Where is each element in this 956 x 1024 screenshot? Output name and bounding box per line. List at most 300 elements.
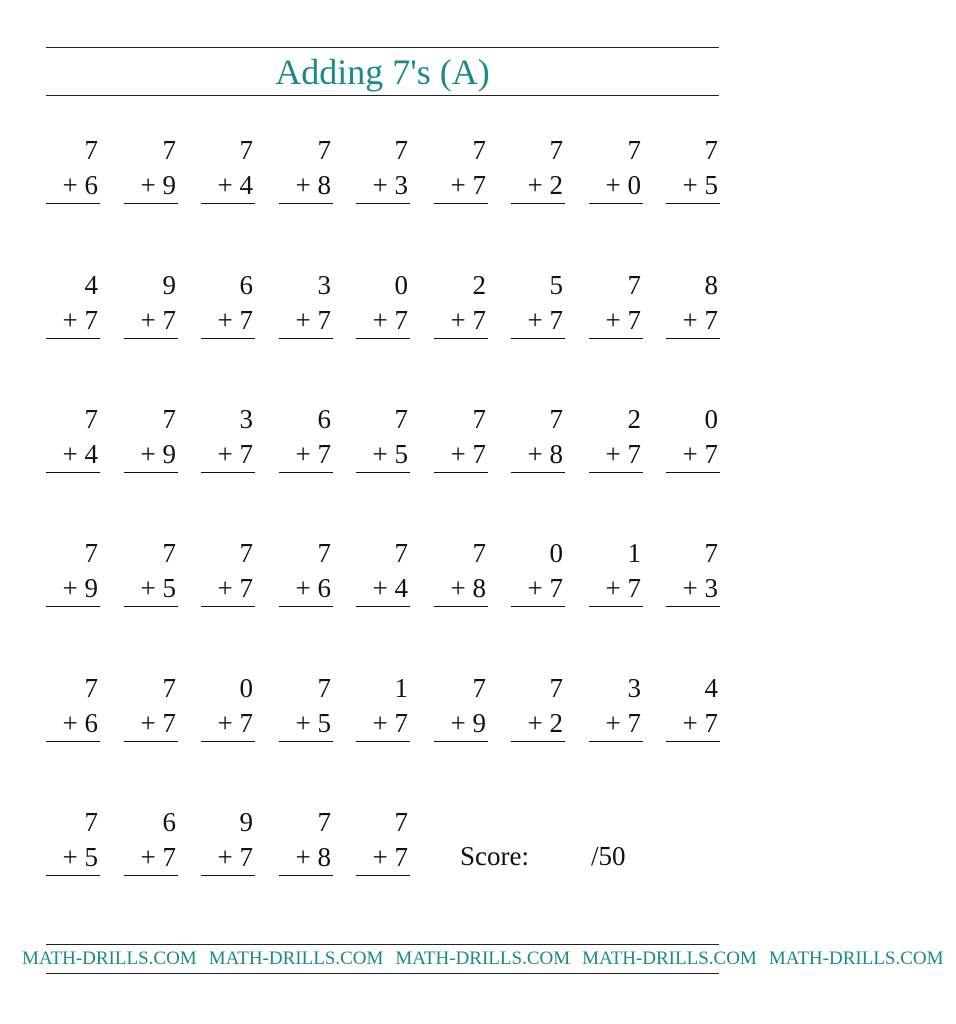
addend-top: 4 <box>704 673 718 703</box>
answer-line <box>589 472 643 473</box>
addend-top: 7 <box>704 538 718 568</box>
plus-sign: + <box>527 305 543 335</box>
addend-top: 7 <box>549 135 563 165</box>
addend-top: 7 <box>549 404 563 434</box>
addend-bottom-value: 7 <box>239 708 253 738</box>
addend-top: 7 <box>627 270 641 300</box>
addend-bottom-value: 7 <box>704 305 718 335</box>
addend-bottom <box>296 439 331 469</box>
problem-13 <box>279 270 333 354</box>
addend-bottom-value: 6 <box>317 573 331 603</box>
answer-line <box>356 606 410 607</box>
plus-sign: + <box>450 573 466 603</box>
plus-sign: + <box>140 170 156 200</box>
answer-line <box>124 472 178 473</box>
addend-top: 2 <box>472 270 486 300</box>
addend-top: 7 <box>162 404 176 434</box>
addend-top: 0 <box>704 404 718 434</box>
plus-sign: + <box>217 573 233 603</box>
problem-28 <box>46 538 100 622</box>
plus-sign: + <box>140 842 156 872</box>
footer-top-rule <box>46 944 719 945</box>
problem-40 <box>279 673 333 757</box>
answer-line <box>511 203 565 204</box>
answer-line <box>46 741 100 742</box>
problem-50 <box>356 807 410 891</box>
problem-25 <box>511 404 565 488</box>
problem-30 <box>201 538 255 622</box>
addend-top: 7 <box>84 135 98 165</box>
answer-line <box>589 741 643 742</box>
addend-bottom <box>528 573 563 603</box>
answer-line <box>279 203 333 204</box>
addend-top: 9 <box>239 807 253 837</box>
plus-sign: + <box>527 708 543 738</box>
addend-bottom <box>63 573 98 603</box>
addend-top: 7 <box>162 673 176 703</box>
answer-line <box>46 606 100 607</box>
plus-sign: + <box>372 170 388 200</box>
addend-bottom-value: 7 <box>162 842 176 872</box>
addend-bottom <box>683 439 718 469</box>
answer-line <box>46 875 100 876</box>
addend-bottom-value: 7 <box>472 305 486 335</box>
answer-line <box>666 606 720 607</box>
problem-39 <box>201 673 255 757</box>
answer-line <box>589 203 643 204</box>
addend-bottom-value: 6 <box>84 170 98 200</box>
addend-top: 7 <box>472 673 486 703</box>
answer-line <box>356 338 410 339</box>
addend-top: 3 <box>239 404 253 434</box>
problem-1 <box>46 135 100 219</box>
addend-bottom-value: 9 <box>162 170 176 200</box>
addend-bottom <box>218 170 253 200</box>
addend-bottom <box>606 439 641 469</box>
plus-sign: + <box>140 439 156 469</box>
addend-bottom <box>218 842 253 872</box>
problem-31 <box>279 538 333 622</box>
problem-22 <box>279 404 333 488</box>
addend-bottom-value: 7 <box>704 708 718 738</box>
addend-bottom-value: 7 <box>239 842 253 872</box>
addend-bottom <box>296 305 331 335</box>
plus-sign: + <box>217 439 233 469</box>
addend-bottom <box>528 305 563 335</box>
title-underline-rule <box>46 95 719 96</box>
addend-bottom-value: 5 <box>394 439 408 469</box>
addend-bottom-value: 9 <box>162 439 176 469</box>
addend-bottom-value: 7 <box>394 708 408 738</box>
addend-bottom <box>373 842 408 872</box>
addend-bottom-value: 8 <box>317 170 331 200</box>
plus-sign: + <box>140 573 156 603</box>
problem-6 <box>434 135 488 219</box>
addend-bottom <box>296 573 331 603</box>
answer-line <box>356 741 410 742</box>
plus-sign: + <box>372 305 388 335</box>
answer-line <box>511 338 565 339</box>
problem-17 <box>589 270 643 354</box>
addend-bottom-value: 7 <box>162 708 176 738</box>
addend-top: 7 <box>472 135 486 165</box>
addend-top: 1 <box>394 673 408 703</box>
plus-sign: + <box>605 439 621 469</box>
problem-24 <box>434 404 488 488</box>
plus-sign: + <box>295 439 311 469</box>
addend-top: 5 <box>549 270 563 300</box>
problem-45 <box>666 673 720 757</box>
answer-line <box>434 741 488 742</box>
addend-bottom-value: 0 <box>627 170 641 200</box>
addend-bottom <box>141 708 176 738</box>
plus-sign: + <box>372 842 388 872</box>
plus-sign: + <box>62 305 78 335</box>
addend-top: 7 <box>162 135 176 165</box>
footer-watermark <box>22 946 944 972</box>
answer-line <box>434 606 488 607</box>
problem-4 <box>279 135 333 219</box>
addend-bottom <box>63 842 98 872</box>
addend-bottom-value: 4 <box>84 439 98 469</box>
addend-bottom-value: 2 <box>549 170 563 200</box>
problem-43 <box>511 673 565 757</box>
addend-bottom-value: 4 <box>394 573 408 603</box>
addend-bottom <box>218 439 253 469</box>
plus-sign: + <box>682 170 698 200</box>
addend-bottom <box>373 439 408 469</box>
plus-sign: + <box>450 170 466 200</box>
plus-sign: + <box>372 708 388 738</box>
addend-bottom <box>683 170 718 200</box>
addend-top: 1 <box>627 538 641 568</box>
problem-7 <box>511 135 565 219</box>
addend-top: 7 <box>84 538 98 568</box>
problem-27 <box>666 404 720 488</box>
plus-sign: + <box>605 170 621 200</box>
answer-line <box>279 875 333 876</box>
answer-line <box>356 472 410 473</box>
plus-sign: + <box>450 439 466 469</box>
plus-sign: + <box>682 708 698 738</box>
problem-29 <box>124 538 178 622</box>
answer-line <box>46 338 100 339</box>
addend-bottom-value: 7 <box>704 439 718 469</box>
answer-line <box>666 203 720 204</box>
addend-bottom <box>218 708 253 738</box>
plus-sign: + <box>605 305 621 335</box>
problem-48 <box>201 807 255 891</box>
problem-19 <box>46 404 100 488</box>
addend-bottom <box>63 170 98 200</box>
addend-top: 8 <box>704 270 718 300</box>
problem-42 <box>434 673 488 757</box>
addend-bottom <box>451 573 486 603</box>
problem-3 <box>201 135 255 219</box>
addend-bottom <box>606 305 641 335</box>
answer-line <box>589 338 643 339</box>
addend-top: 7 <box>239 135 253 165</box>
plus-sign: + <box>682 305 698 335</box>
problem-44 <box>589 673 643 757</box>
addend-top: 7 <box>317 673 331 703</box>
addend-bottom <box>451 305 486 335</box>
addend-bottom-value: 7 <box>239 573 253 603</box>
addend-top: 7 <box>394 538 408 568</box>
addend-bottom-value: 8 <box>472 573 486 603</box>
plus-sign: + <box>682 439 698 469</box>
answer-line <box>356 875 410 876</box>
addend-bottom-value: 5 <box>317 708 331 738</box>
plus-sign: + <box>372 573 388 603</box>
problem-32 <box>356 538 410 622</box>
problem-38 <box>124 673 178 757</box>
addend-bottom <box>373 708 408 738</box>
addend-top: 9 <box>162 270 176 300</box>
plus-sign: + <box>295 170 311 200</box>
footer-watermark-item: MATH-DRILLS.COM <box>395 948 571 969</box>
addend-top: 3 <box>317 270 331 300</box>
addend-top: 7 <box>627 135 641 165</box>
problem-26 <box>589 404 643 488</box>
answer-line <box>46 472 100 473</box>
addend-bottom-value: 7 <box>239 305 253 335</box>
addend-bottom <box>528 708 563 738</box>
answer-line <box>124 203 178 204</box>
answer-line <box>279 472 333 473</box>
addend-top: 7 <box>394 135 408 165</box>
addend-bottom-value: 4 <box>239 170 253 200</box>
addend-top: 7 <box>472 404 486 434</box>
addend-bottom-value: 7 <box>394 842 408 872</box>
answer-line <box>124 741 178 742</box>
addend-bottom <box>218 573 253 603</box>
answer-line <box>201 338 255 339</box>
answer-line <box>46 203 100 204</box>
addend-bottom-value: 7 <box>239 439 253 469</box>
addend-bottom <box>528 170 563 200</box>
addend-top: 7 <box>84 807 98 837</box>
addend-bottom <box>141 305 176 335</box>
addend-bottom <box>296 708 331 738</box>
answer-line <box>356 203 410 204</box>
answer-line <box>201 606 255 607</box>
addend-bottom-value: 9 <box>84 573 98 603</box>
addend-bottom-value: 7 <box>317 305 331 335</box>
addend-bottom <box>63 305 98 335</box>
plus-sign: + <box>295 573 311 603</box>
addend-bottom-value: 9 <box>472 708 486 738</box>
page-title: Adding 7's (A) <box>275 52 490 92</box>
addend-top: 7 <box>239 538 253 568</box>
answer-line <box>201 203 255 204</box>
problem-35 <box>589 538 643 622</box>
addend-top: 7 <box>394 404 408 434</box>
plus-sign: + <box>217 170 233 200</box>
answer-line <box>279 741 333 742</box>
addend-bottom <box>683 573 718 603</box>
answer-line <box>279 338 333 339</box>
plus-sign: + <box>217 708 233 738</box>
addend-top: 7 <box>394 807 408 837</box>
plus-sign: + <box>217 842 233 872</box>
answer-line <box>279 606 333 607</box>
addend-bottom-value: 3 <box>704 573 718 603</box>
addend-bottom-value: 5 <box>162 573 176 603</box>
addend-bottom <box>63 708 98 738</box>
addend-bottom-value: 7 <box>549 305 563 335</box>
answer-line <box>511 606 565 607</box>
plus-sign: + <box>295 305 311 335</box>
addend-bottom-value: 7 <box>162 305 176 335</box>
problem-9 <box>666 135 720 219</box>
addend-bottom <box>683 708 718 738</box>
plus-sign: + <box>62 842 78 872</box>
addend-top: 7 <box>84 404 98 434</box>
problem-20 <box>124 404 178 488</box>
addend-bottom-value: 7 <box>317 439 331 469</box>
problem-10 <box>46 270 100 354</box>
addend-bottom-value: 5 <box>704 170 718 200</box>
answer-line <box>666 338 720 339</box>
addend-bottom <box>373 573 408 603</box>
plus-sign: + <box>140 305 156 335</box>
plus-sign: + <box>62 573 78 603</box>
addend-top: 7 <box>472 538 486 568</box>
addend-bottom-value: 7 <box>394 305 408 335</box>
problem-11 <box>124 270 178 354</box>
addend-bottom-value: 7 <box>472 439 486 469</box>
addend-bottom-value: 7 <box>627 439 641 469</box>
addend-bottom-value: 7 <box>549 573 563 603</box>
addend-bottom <box>63 439 98 469</box>
addend-bottom-value: 6 <box>84 708 98 738</box>
footer-watermark-item: MATH-DRILLS.COM <box>582 948 757 969</box>
addend-bottom-value: 7 <box>84 305 98 335</box>
addend-bottom-value: 2 <box>549 708 563 738</box>
addend-bottom <box>141 842 176 872</box>
addend-bottom <box>296 170 331 200</box>
problem-36 <box>666 538 720 622</box>
addend-bottom <box>606 573 641 603</box>
answer-line <box>434 203 488 204</box>
problem-34 <box>511 538 565 622</box>
plus-sign: + <box>682 573 698 603</box>
problem-5 <box>356 135 410 219</box>
answer-line <box>434 472 488 473</box>
footer-watermark-item: MATH-DRILLS.COM <box>768 948 944 969</box>
answer-line <box>124 338 178 339</box>
addend-top: 6 <box>317 404 331 434</box>
problem-46 <box>46 807 100 891</box>
addend-bottom-value: 7 <box>627 305 641 335</box>
addend-bottom-value: 5 <box>84 842 98 872</box>
plus-sign: + <box>62 439 78 469</box>
problem-12 <box>201 270 255 354</box>
answer-line <box>511 741 565 742</box>
answer-line <box>666 741 720 742</box>
score-total: /50 <box>591 841 626 871</box>
plus-sign: + <box>450 708 466 738</box>
problem-16 <box>511 270 565 354</box>
addend-bottom-value: 7 <box>472 170 486 200</box>
problem-49 <box>279 807 333 891</box>
plus-sign: + <box>217 305 233 335</box>
footer-watermark-item: MATH-DRILLS.COM <box>22 948 197 969</box>
plus-sign: + <box>450 305 466 335</box>
answer-line <box>201 472 255 473</box>
plus-sign: + <box>527 439 543 469</box>
addend-top: 0 <box>239 673 253 703</box>
addend-bottom <box>141 439 176 469</box>
plus-sign: + <box>295 708 311 738</box>
addend-bottom <box>683 305 718 335</box>
problem-15 <box>434 270 488 354</box>
addend-bottom <box>451 439 486 469</box>
answer-line <box>124 875 178 876</box>
footer-watermark-item: MATH-DRILLS.COM <box>208 948 384 969</box>
problem-47 <box>124 807 178 891</box>
answer-line <box>434 338 488 339</box>
problem-21 <box>201 404 255 488</box>
top-rule <box>46 47 719 48</box>
plus-sign: + <box>605 708 621 738</box>
addend-top: 2 <box>627 404 641 434</box>
answer-line <box>201 875 255 876</box>
addend-top: 3 <box>627 673 641 703</box>
footer-watermark-text <box>22 946 956 972</box>
addend-top: 7 <box>317 135 331 165</box>
addend-bottom <box>606 708 641 738</box>
addend-bottom <box>141 573 176 603</box>
problem-8 <box>589 135 643 219</box>
addend-bottom-value: 3 <box>394 170 408 200</box>
addend-top: 7 <box>549 673 563 703</box>
addend-bottom <box>373 305 408 335</box>
addend-top: 4 <box>84 270 98 300</box>
addend-bottom <box>451 170 486 200</box>
footer-bottom-rule <box>46 973 719 974</box>
plus-sign: + <box>62 708 78 738</box>
answer-line <box>511 472 565 473</box>
addend-top: 7 <box>162 538 176 568</box>
problem-18 <box>666 270 720 354</box>
plus-sign: + <box>605 573 621 603</box>
addend-top: 0 <box>394 270 408 300</box>
addend-bottom-value: 7 <box>627 573 641 603</box>
plus-sign: + <box>372 439 388 469</box>
addend-top: 7 <box>317 807 331 837</box>
addend-bottom-value: 8 <box>317 842 331 872</box>
addend-bottom-value: 8 <box>549 439 563 469</box>
addend-bottom <box>528 439 563 469</box>
addend-bottom <box>296 842 331 872</box>
addend-top: 0 <box>549 538 563 568</box>
addend-top: 7 <box>704 135 718 165</box>
problem-41 <box>356 673 410 757</box>
answer-line <box>201 741 255 742</box>
problem-14 <box>356 270 410 354</box>
plus-sign: + <box>62 170 78 200</box>
plus-sign: + <box>527 573 543 603</box>
problem-37 <box>46 673 100 757</box>
problem-23 <box>356 404 410 488</box>
plus-sign: + <box>527 170 543 200</box>
problem-2 <box>124 135 178 219</box>
answer-line <box>589 606 643 607</box>
addend-top: 7 <box>317 538 331 568</box>
answer-line <box>666 472 720 473</box>
